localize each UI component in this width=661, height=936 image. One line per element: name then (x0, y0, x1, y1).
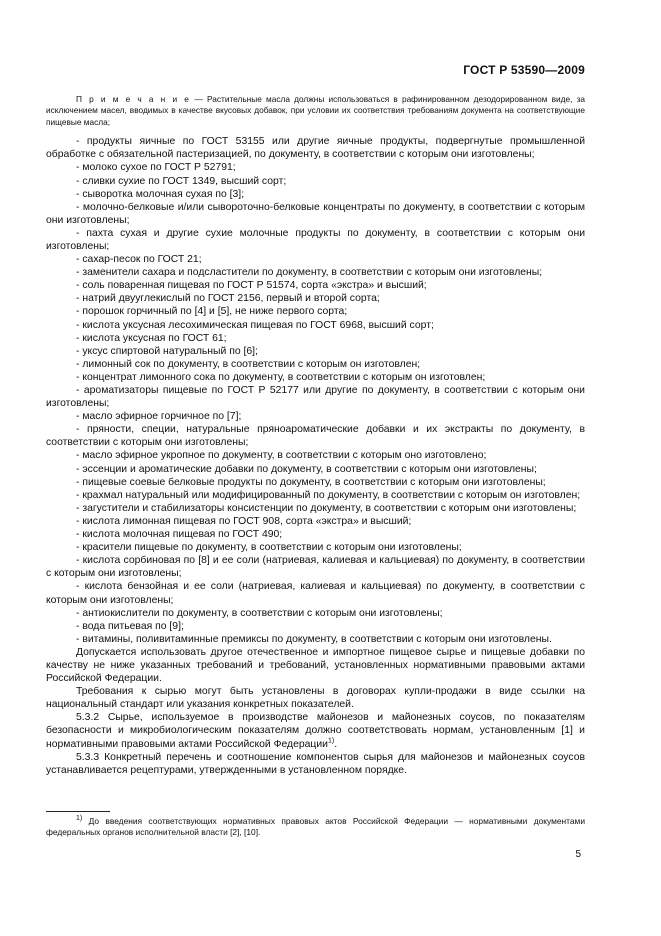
list-item: - витамины, поливитаминные премиксы по документу, в соответствии с которым они изготовлены. (76, 633, 552, 645)
clause-5-3-2-text: 5.3.2 Сырье, используемое в производстве майонезов и майонезных соусов, по показателям безопасности и микробиологическим показателям должно соответствовать нормам, установленным [1] и нормативными правовыми актами Российской Федерации (46, 712, 585, 750)
clause-5-3-2-end: . (334, 738, 338, 750)
list-item: - кислота лимонная пищевая по ГОСТ 908, сорта «экстра» и высший; (76, 515, 412, 527)
list-item: - продукты яичные по ГОСТ 53155 или другие яичные продукты, подвергнутые промышленной обработке с обязательной пастеризацией, по документу, в соответствии с которым они изготовлены; (46, 136, 585, 161)
list-item: - соль поваренная пищевая по ГОСТ Р 51574, сорта «экстра» и высший; (76, 280, 427, 292)
note-paragraph (46, 94, 585, 128)
list-item: - сливки сухие по ГОСТ 1349, высший сорт; (76, 175, 287, 187)
body-paragraph: Допускается использовать другое отечественное и импортное пищевое сырье и пищевые добавки по качеству не ниже указанных требований и требований, установленных нормативными правовыми актами Российской Федерации. (46, 646, 585, 685)
list-item: - концентрат лимонного сока по документу, в соответствии с которым он изготовлен; (76, 371, 486, 383)
page-body (46, 94, 585, 777)
footnote-mark: 1) (76, 815, 83, 823)
list-item: - кислота молочная пищевая по ГОСТ 490; (76, 529, 283, 541)
footnote-divider (46, 811, 110, 812)
footnote-text: До введения соответствующих нормативных правовых актов Российской Федерации — нормативными документами федеральных органов исполнительной власти [2], [10]. (46, 816, 585, 838)
list-item: - кислота бензойная и ее соли (натриевая, калиевая и кальциевая) по документу, в соответствии с которым они изготовлены; (46, 581, 585, 606)
list-item: - кислота уксусная лесохимическая пищевая по ГОСТ 6968, высший сорт; (76, 319, 434, 331)
list-item: - красители пищевые по документу, в соответствии с которым они изготовлены; (76, 542, 462, 554)
list-item: - молоко сухое по ГОСТ Р 52791; (76, 162, 236, 174)
list-item: - масло эфирное укропное по документу, в соответствии с которым оно изготовлено; (76, 450, 487, 462)
list-item: - заменители сахара и подсластители по документу, в соответствии с которым они изготовлены; (76, 267, 543, 279)
note-label: П р и м е ч а н и е (76, 94, 191, 104)
list-item: - кислота уксусная по ГОСТ 61; (76, 332, 227, 344)
document-header: ГОСТ Р 53590—2009 (463, 63, 585, 77)
page-number: 5 (575, 849, 581, 860)
list-item: - пряности, специи, натуральные пряноароматические добавки и их экстракты по документу, в соответствии с которым они изготовлены; (46, 424, 585, 449)
list-item: - пищевые соевые белковые продукты по документу, в соответствии с которым они изготовлены; (76, 476, 546, 488)
list-item: - эссенции и ароматические добавки по документу, в соответствии с которым они изготовлены; (76, 463, 537, 475)
clause-5-3-2 (46, 711, 585, 750)
list-item: - ароматизаторы пищевые по ГОСТ Р 52177 или другие по документу, в соответствии с которым они изготовлены; (46, 385, 585, 410)
list-item: - масло эфирное горчичное по [7]; (76, 411, 242, 423)
list-item: - уксус спиртовой натуральный по [6]; (76, 345, 258, 357)
list-item: - загустители и стабилизаторы консистенции по документу, в соответствии с которым они изготовлены; (76, 502, 577, 514)
list-item: - молочно-белковые и/или сывороточно-белковые концентраты по документу, в соответствии с которым они изготовлены; (46, 201, 585, 226)
footnote-ref: 1) (328, 737, 335, 745)
footnote (46, 816, 585, 839)
list-item: - крахмал натуральный или модифицированный по документу, в соответствии с которым он изготовлен; (76, 489, 581, 501)
list-item: - лимонный сок по документу, в соответствии с которым он изготовлен; (76, 358, 421, 370)
list-item: - пахта сухая и другие сухие молочные продукты по документу, в соответствии с которым они изготовлены; (46, 227, 585, 252)
list-item: - антиокислители по документу, в соответствии с которым они изготовлены; (76, 607, 443, 619)
list-item: - сыворотка молочная сухая по [3]; (76, 188, 245, 200)
list-item: - натрий двууглекислый по ГОСТ 2156, первый и второй сорта; (76, 293, 380, 305)
note-text: — Растительные масла должны использоваться в рафинированном дезодорированном виде, за исключением масел, вводимых в качестве вкусовых добавок, при условии их соответствия требованиям документа на соответствующие пищевые масла; (46, 94, 586, 127)
list-item: - сахар-песок по ГОСТ 21; (76, 254, 202, 266)
list-item: - вода питьевая по [9]; (76, 620, 184, 632)
body-paragraph: Требования к сырью могут быть установлены в договорах купли-продажи в виде ссылки на национальный стандарт или указания конкретных показателей. (46, 686, 585, 711)
clause-5-3-3: 5.3.3 Конкретный перечень и соотношение компонентов сырья для майонезов и майонезных соусов устанавливается рецептурами, утвержденными в установленном порядке. (46, 751, 585, 776)
list-item: - кислота сорбиновая по [8] и ее соли (натриевая, калиевая и кальциевая) по документу, в соответствии с которым они изготовлены; (46, 555, 585, 580)
list-item: - порошок горчичный по [4] и [5], не ниже первого сорта; (76, 306, 348, 318)
